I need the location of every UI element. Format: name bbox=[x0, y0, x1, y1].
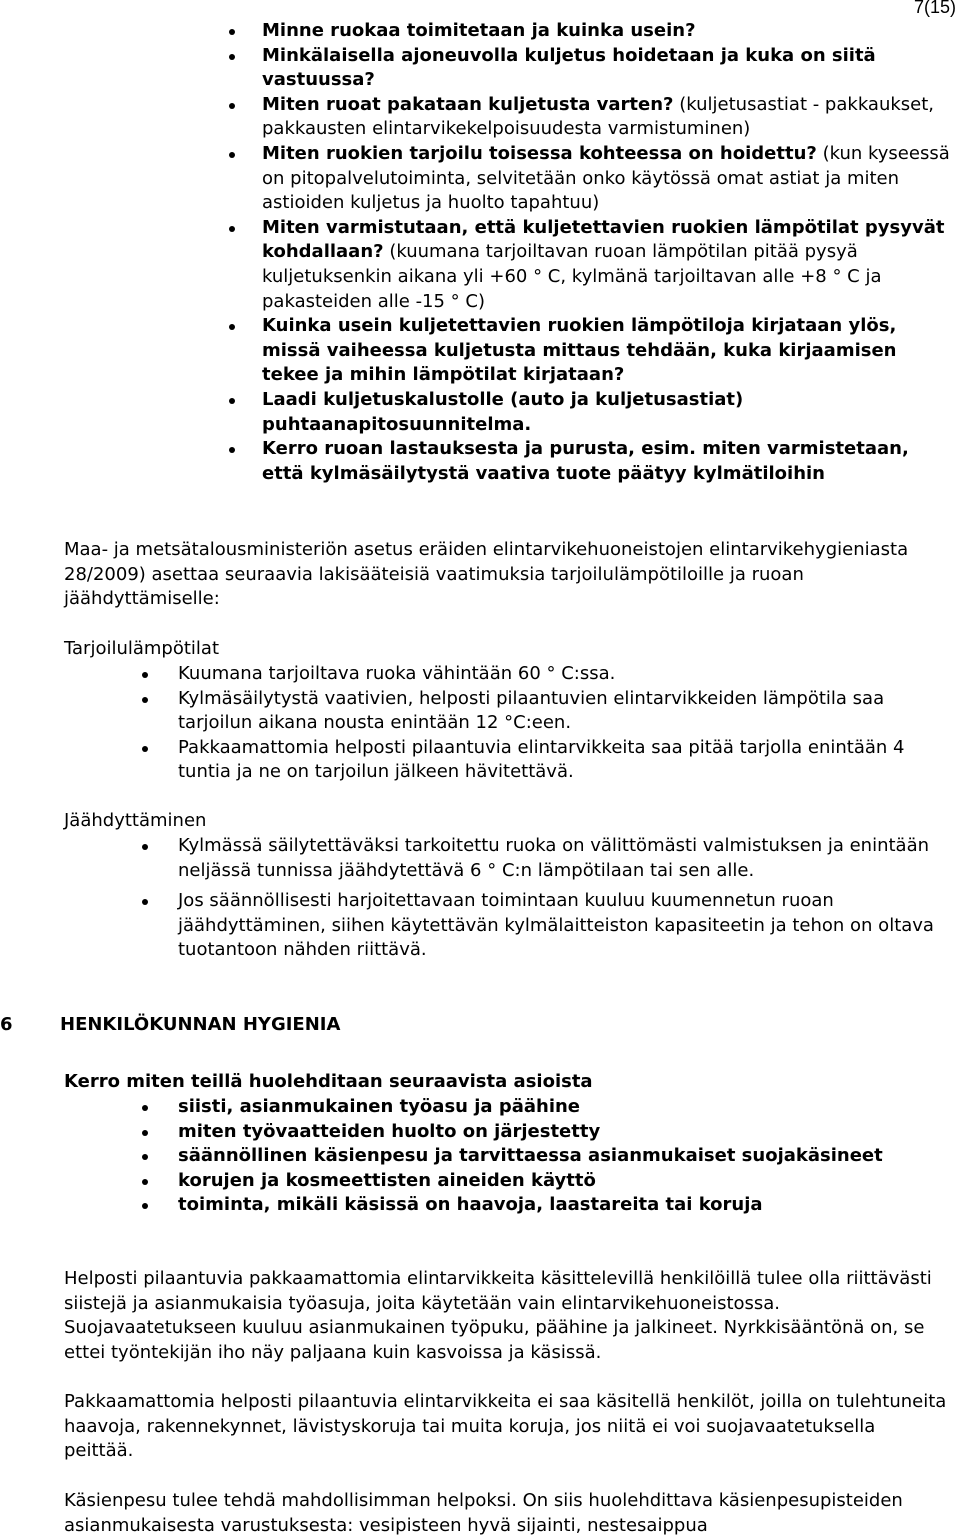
restrictions-paragraph: Pakkaamattomia helposti pilaantuvia elintarvikkeita ei saa käsitellä henkilöt, joilla on tulehtuneita haavoja, rakennekynnet, lävistyskoruja tai muita koruja, jos niitä ei voi suojavaatetuksella peittää. bbox=[64, 1391, 947, 1462]
list-item bbox=[262, 44, 952, 93]
list-item: siisti, asianmukainen työasu ja päähine bbox=[178, 1095, 953, 1120]
serving-temperatures-heading: Tarjoilulämpötilat bbox=[64, 638, 220, 659]
serving-temperatures-list bbox=[178, 662, 953, 785]
list-item: Kylmässä säilytettäväksi tarkoitettu ruoka on välittömästi valmistuksen ja enintään neljässä tunnissa jäähdytettävä 6 ° C:n lämpötilaan tai sen alle. bbox=[178, 834, 953, 883]
question-text: Miten ruokien tarjoilu toisessa kohteessa on hoidettu? bbox=[262, 142, 817, 164]
question-text: Kuinka usein kuljetettavien ruokien lämpötiloja kirjataan ylös, missä vaiheessa kuljetusta mittaus tehdään, kuka kirjaamisen tekee ja mihin lämpötilat kirjataan? bbox=[262, 315, 897, 386]
section-number: 6 bbox=[0, 1014, 13, 1035]
list-item bbox=[262, 314, 952, 388]
workwear-paragraph: Helposti pilaantuvia pakkaamattomia elintarvikkeita käsittelevillä henkilöillä tulee olla riittävästi siistejä ja asianmukaisia työasuja, joita käytetään vain elintarvikehuoneistossa. Suojavaatetukseen kuuluu asianmukainen työpuku, päähine ja jalkineet. Nyrkkisääntönä on, se ettei työntekijän iho näy paljaana kuin kasvoissa ja käsissä. bbox=[64, 1268, 932, 1363]
list-item bbox=[262, 216, 952, 314]
intro-paragraph: Maa- ja metsätalousministeriön asetus eräiden elintarvikehuoneistojen elintarvikehygieniasta 28/2009) asettaa seuraavia lakisääteisiä vaatimuksia tarjoilulämpötiloille ja ruoan jäähdyttämiselle: bbox=[64, 539, 909, 610]
list-item: säännöllinen käsienpesu ja tarvittaessa asianmukaiset suojakäsineet bbox=[178, 1144, 953, 1169]
question-text: Kerro ruoan lastauksesta ja purusta, esim. miten varmistetaan, että kylmäsäilytystä vaativa tuote päätyy kylmätiloihin bbox=[262, 438, 909, 484]
cooling-heading: Jäähdyttäminen bbox=[64, 810, 207, 831]
question-note: (kuljetusastiat - pakkaukset, pakkausten elintarvikekelpoisuudesta varmistuminen) bbox=[262, 93, 935, 140]
list-item bbox=[262, 19, 952, 44]
hygiene-list bbox=[178, 1095, 953, 1218]
list-item: Pakkaamattomia helposti pilaantuvia elintarvikkeita saa pitää tarjolla enintään 4 tuntia ja ne on tarjoilun jälkeen hävitettävä. bbox=[178, 736, 953, 785]
list-item bbox=[262, 142, 952, 216]
question-note: (kuumana tarjoiltavan ruoan lämpötilan pitää pysyä kuljetuksenkin aikana yli +60 ° C, kylmänä tarjoiltavan alle +8 ° C ja pakasteiden alle -15 ° C) bbox=[262, 241, 882, 312]
list-item: Jos säännöllisesti harjoitettavaan toimintaan kuuluu kuumennetun ruoan jäähdyttäminen, siihen käytettävän kylmälaitteiston kapasiteetin ja tehon on oltava tuotantoon nähden riittävä. bbox=[178, 889, 953, 963]
list-item: korujen ja kosmeettisten aineiden käyttö bbox=[178, 1169, 953, 1194]
list-item bbox=[262, 93, 952, 142]
question-text: Miten ruoat pakataan kuljetusta varten? bbox=[262, 93, 674, 115]
hygiene-heading: Kerro miten teillä huolehditaan seuraavista asioista bbox=[64, 1071, 593, 1092]
page-number: 7(15) bbox=[913, 0, 956, 17]
list-item: Kuumana tarjoiltava ruoka vähintään 60 ° C:ssa. bbox=[178, 662, 953, 687]
list-item bbox=[262, 388, 952, 437]
list-item: toiminta, mikäli käsissä on haavoja, laastareita tai koruja bbox=[178, 1193, 953, 1218]
section-title: HENKILÖKUNNAN HYGIENIA bbox=[60, 1014, 341, 1035]
question-text: Laadi kuljetuskalustolle (auto ja kuljetusastiat) puhtaanapitosuunnitelma. bbox=[262, 388, 744, 435]
question-text: Miten varmistutaan, että kuljetettavien ruokien lämpötilat pysyvät kohdallaan? bbox=[262, 216, 945, 263]
handwashing-paragraph: Käsienpesu tulee tehdä mahdollisimman helpoksi. On siis huolehdittava käsienpesupisteiden asianmukaisesta varustuksesta: vesipisteen hyvä sijainti, nestesaippua bbox=[64, 1490, 903, 1536]
cooling-list bbox=[178, 834, 953, 963]
transport-questions-list bbox=[262, 19, 952, 486]
list-item: Kylmäsäilytystä vaativien, helposti pilaantuvien elintarvikkeiden lämpötila saa tarjoilun aikana nousta enintään 12 °C:een. bbox=[178, 687, 953, 736]
question-text: Minkälaisella ajoneuvolla kuljetus hoidetaan ja kuka on siitä vastuussa? bbox=[262, 44, 876, 91]
list-item: miten työvaatteiden huolto on järjestetty bbox=[178, 1120, 953, 1145]
question-text: Minne ruokaa toimitetaan ja kuinka usein? bbox=[262, 20, 696, 41]
list-item bbox=[262, 437, 952, 486]
question-note: (kun kyseessä on pitopalvelutoiminta, selvitetään onko käytössä omat astiat ja miten astioiden kuljetus ja huolto tapahtuu) bbox=[262, 142, 950, 214]
